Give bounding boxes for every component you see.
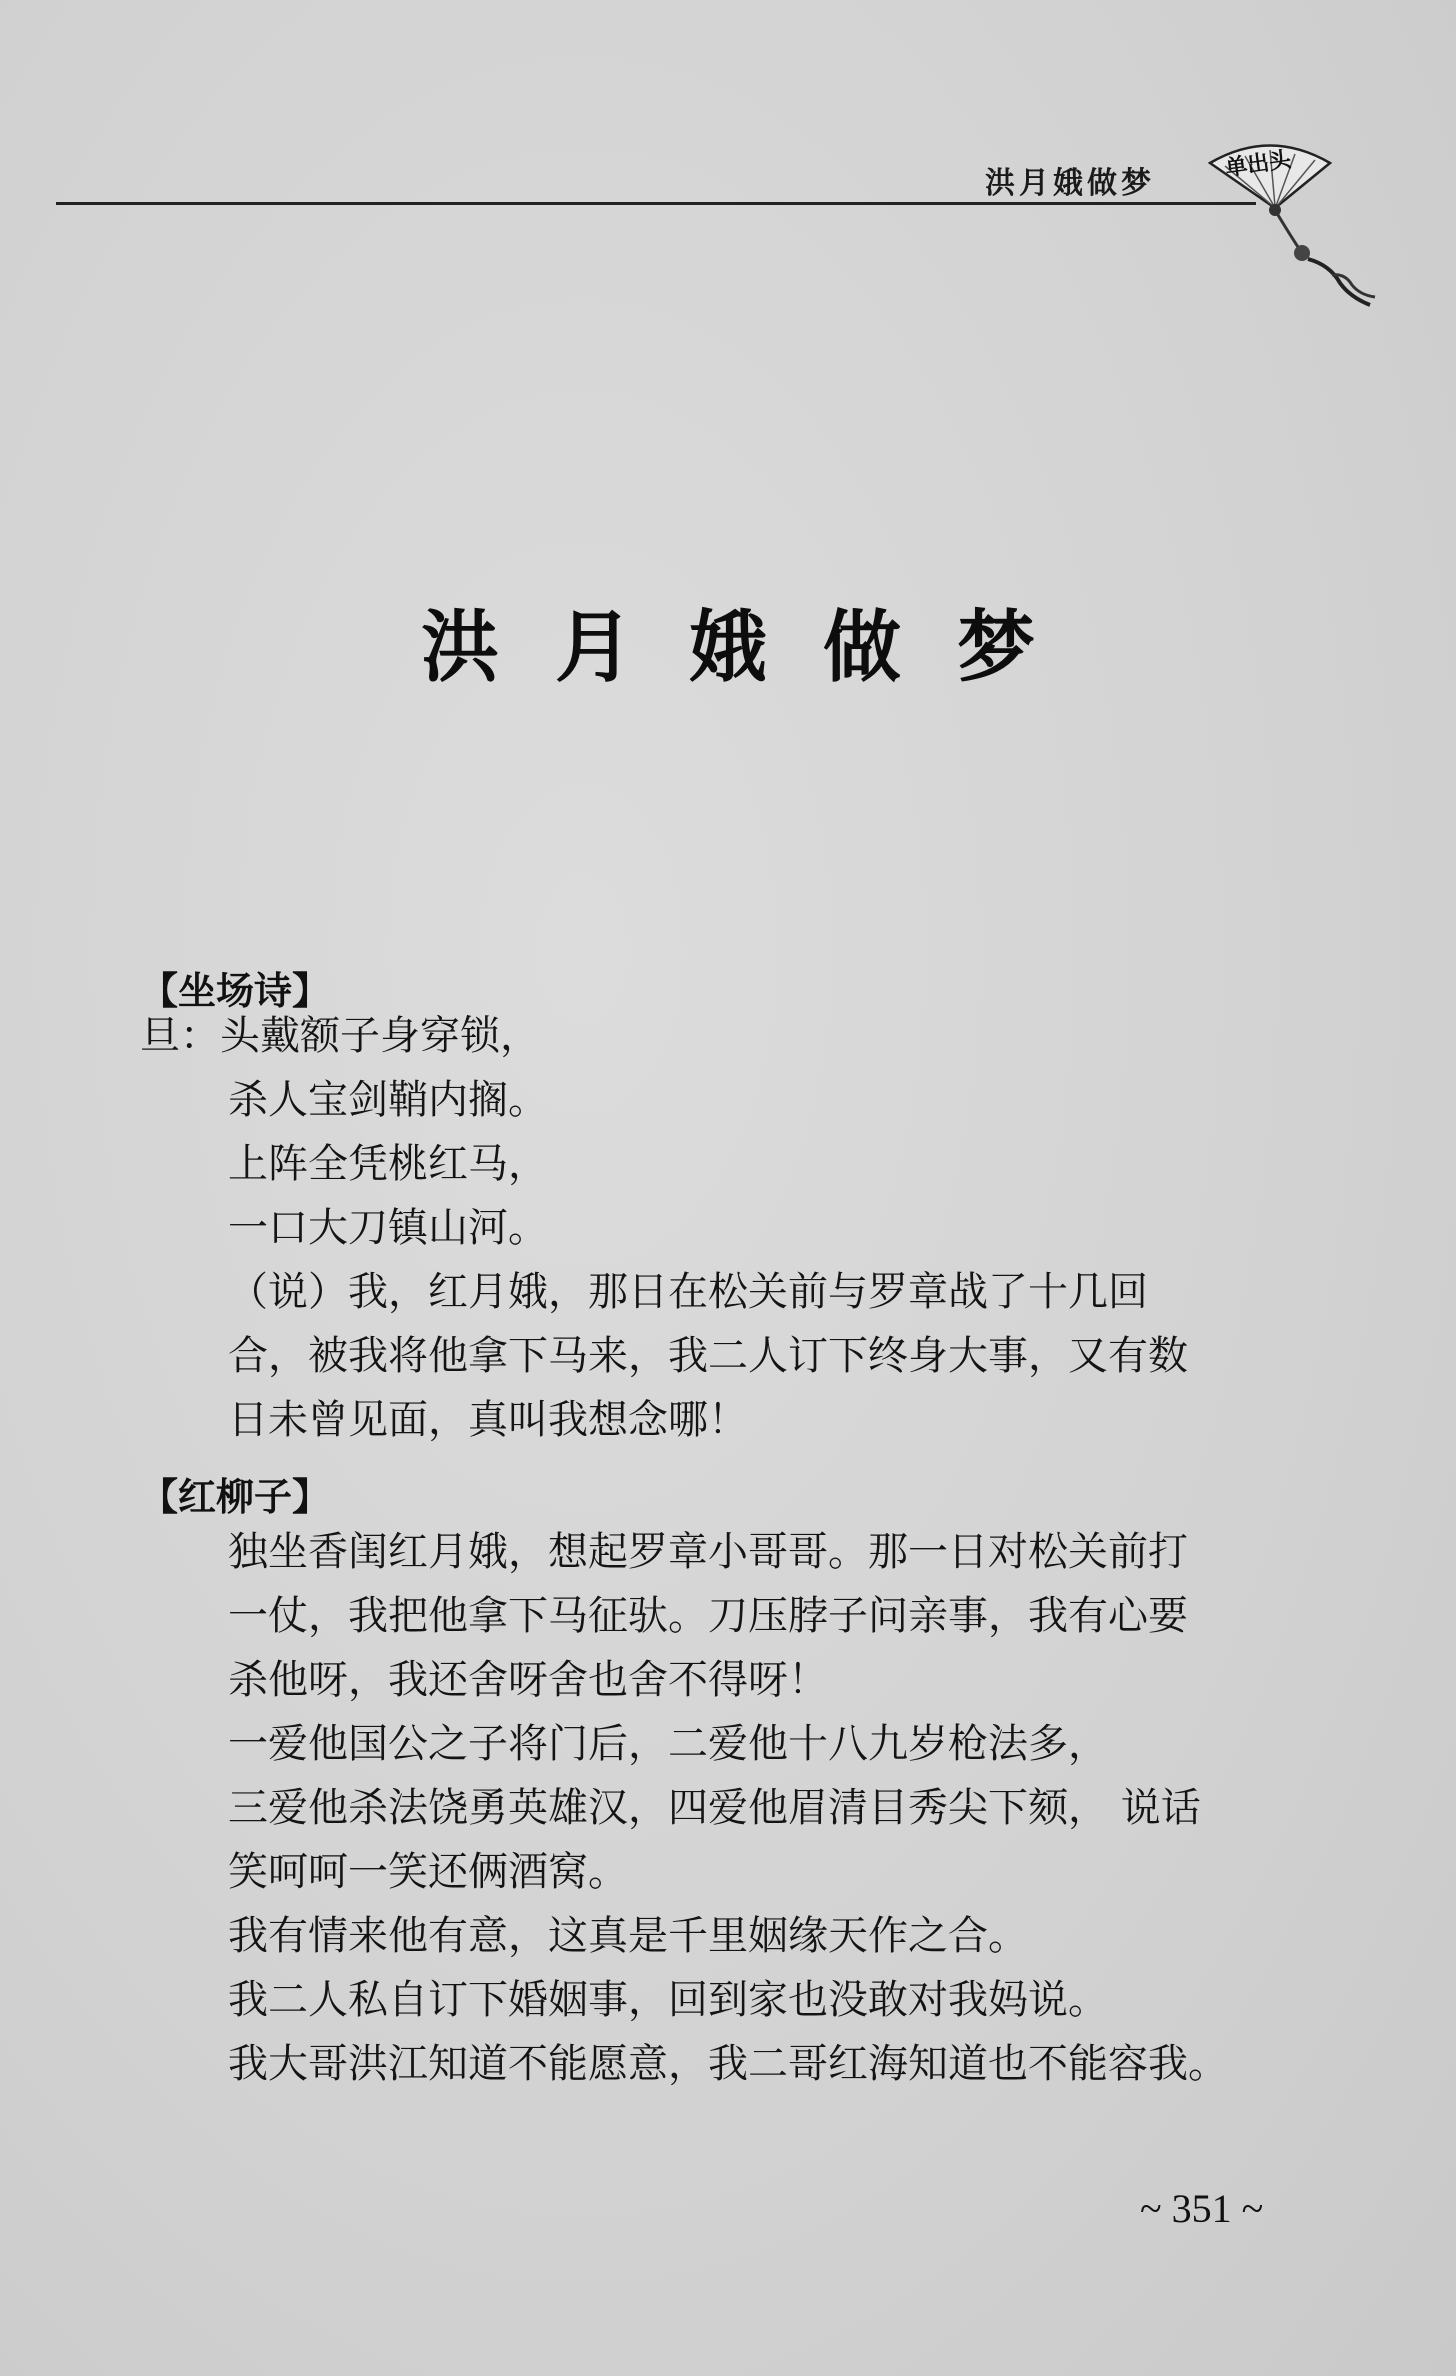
text-line: 三爱他杀法饶勇英雄汉，四爱他眉清目秀尖下颏， 说话 [228, 1785, 1201, 1831]
text-line: 杀人宝剑鞘内搁。 [228, 1077, 548, 1123]
chapter-title: 洪月娥做梦 [420, 602, 1091, 693]
text-line: 合，被我将他拿下马来，我二人订下终身大事，又有数 [228, 1333, 1188, 1379]
text-line: 我有情来他有意，这真是千里姻缘天作之合。 [228, 1913, 1028, 1959]
text-line: 一仗，我把他拿下马征驮。刀压脖子问亲事，我有心要 [228, 1593, 1188, 1639]
text-line: 日未曾见面，真叫我想念哪！ [228, 1397, 748, 1443]
header-rule [56, 202, 1256, 205]
text-line: 杀他呀，我还舍呀舍也舍不得呀！ [228, 1657, 828, 1703]
text-line: 我大哥洪江知道不能愿意，我二哥红海知道也不能容我。 [228, 2041, 1228, 2087]
text-line: 我二人私自订下婚姻事，回到家也没敢对我妈说。 [228, 1977, 1108, 2023]
tassel-ornament-icon [1270, 205, 1380, 315]
text-line: 旦：头戴额子身穿锁， [140, 1013, 540, 1059]
text-line: 一爱他国公之子将门后，二爱他十八九岁枪法多， [228, 1721, 1108, 1767]
text-line: 独坐香闺红月娥，想起罗章小哥哥。那一日对松关前打 [228, 1529, 1188, 1575]
text-line: 一口大刀镇山河。 [228, 1205, 548, 1251]
running-title: 洪月娥做梦 [985, 166, 1155, 201]
section-heading: 【坐场诗】 [140, 968, 331, 1013]
text-line: （说）我，红月娥，那日在松关前与罗章战了十几回 [228, 1269, 1148, 1315]
text-line: 上阵全凭桃红马， [228, 1141, 548, 1187]
page-number: ~ 351 ~ [1140, 2186, 1264, 2231]
text-line: 笑呵呵一笑还俩酒窝。 [228, 1849, 628, 1895]
section-heading: 【红柳子】 [140, 1474, 331, 1519]
fan-badge-label: 单出头 [1223, 146, 1293, 182]
